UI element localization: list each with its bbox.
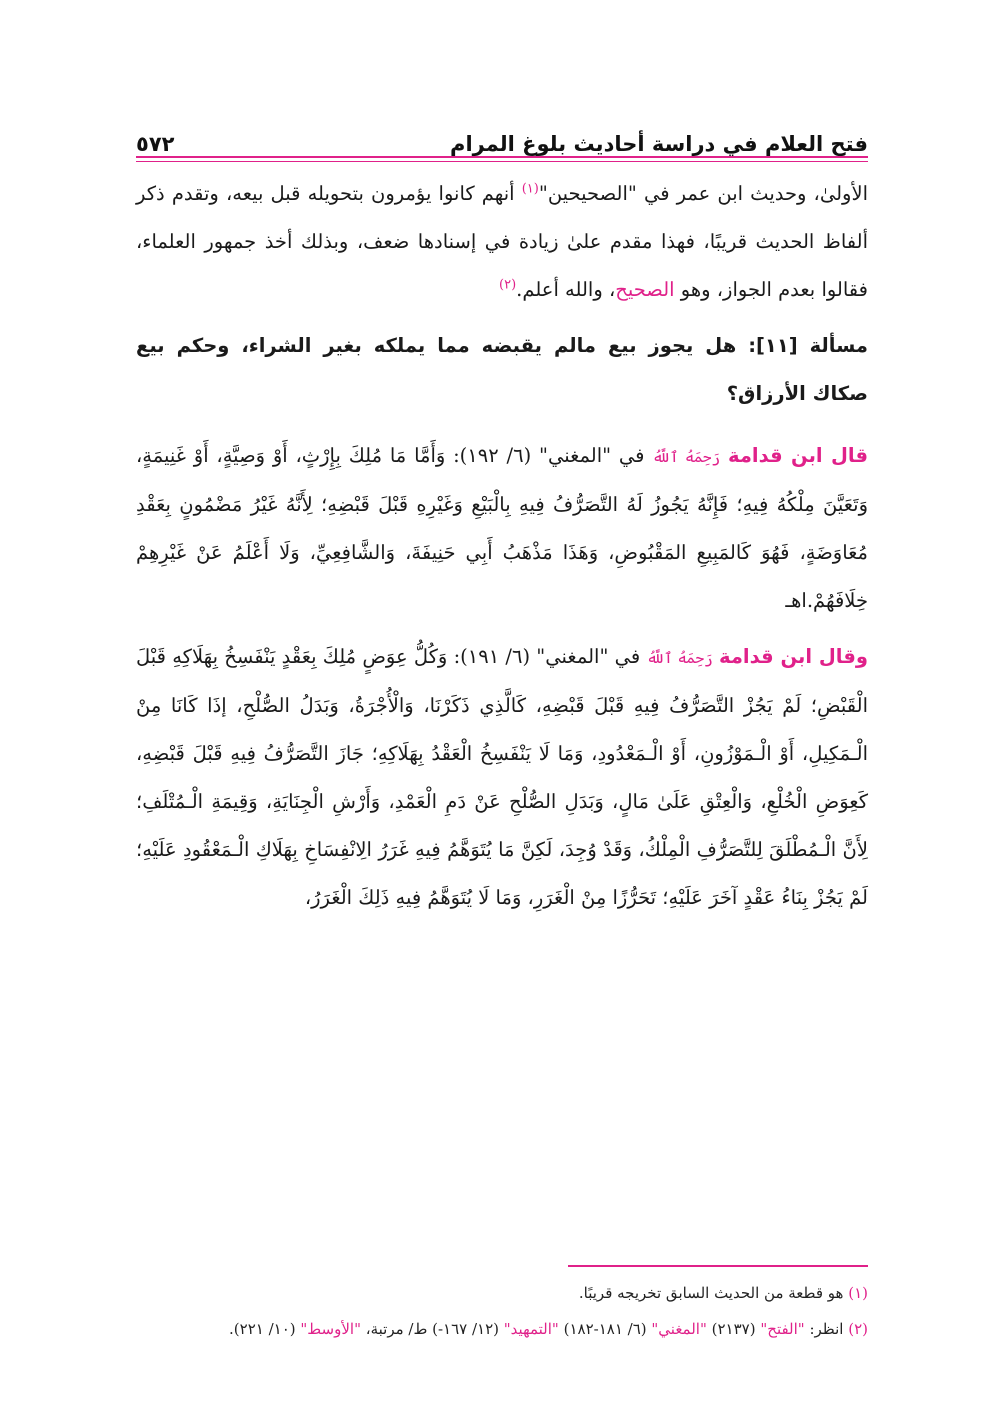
paragraph-text: الأولىٰ، وحديث ابن عمر في "الصحيحين" [538,182,868,205]
book-title: فتح العلام في دراسة أحاديث بلوغ المرام [450,132,868,156]
footnote-text: (١٠/ ٢٢١). [229,1320,301,1338]
footnote-divider [568,1265,868,1267]
footnote-marker-2[interactable]: (٢) [499,277,517,293]
footnote-number: (١) [848,1284,868,1302]
book-page [136,110,868,1338]
header-divider [136,156,868,162]
quote-speaker: قال ابن قدامة [728,444,868,467]
quote-text: في "المغني" (٦/ ١٩٢): وَأَمَّا مَا مُلِكَ بِإِرْثٍ، أَوْ وَصِيَّةٍ، أَوْ غَنِيمَةٍ، وَتَعَيَّنَ مِلْكُهُ فِيهِ؛ فَإِنَّهُ يَجُوزُ لَهُ التَّصَرُّفُ فِيهِ بِالْبَيْعِ وَغَيْرِهِ قَبْلَ قَبْضِهِ؛ لِأَنَّهُ غَيْرُ مَضْمُونٍ بِعَقْدِ مُعَاوَضَةٍ، فَهُوَ كَالمَبِيعِ المَقْبُوضِ، وَهَذَا مَذْهَبُ أَبِي حَنِيفَةَ، وَالشَّافِعِيِّ، وَلَا أَعْلَمُ عَنْ غَيْرِهِمْ خِلَافَهُمْ.اهـ [136,444,868,612]
reference-awsat: "الأوسط" [300,1320,361,1338]
footnote-text: هو قطعة من الحديث السابق تخريجه قريبًا. [578,1284,849,1302]
footnote-text: (٢١٣٧) [706,1320,761,1338]
page-header [136,122,868,156]
issue-heading [136,322,868,418]
quote-ibn-qudama-2 [136,633,868,922]
footnote-2 [136,1314,868,1344]
footnote-number: (٢) [848,1320,868,1338]
reference-mughni: "المغني" [651,1320,707,1338]
issue-question: هل يجوز بيع مالم يقبضه مما يملكه بغير الشراء، وحكم بيع صكاك الأرزاق؟ [136,334,868,405]
sahih-highlight: الصحيح [615,278,675,301]
reference-fath: "الفتح" [760,1320,805,1338]
honorific-glyph: رَحِمَهُ ٱللَّهُ [652,448,721,466]
footnote-text: انظر: [804,1320,849,1338]
footnotes [136,1278,868,1350]
footnote-text: (١٢/ ١٦٧-) ط/ مرتبة، [360,1320,504,1338]
paragraph-text: أنهم كانوا يؤمرون بتحويله قبل بيعه، وتقدم ذكر ألفاظ الحديث قريبًا، فهذا مقدم علىٰ زيادة في إسنادها ضعف، وبذلك أخذ جمهور العلماء، فقالوا بعدم الجواز، وهو [136,182,868,301]
page-number: ٥٧٢ [136,132,175,156]
reference-tamhid: "التمهيد" [503,1320,559,1338]
footnote-1 [136,1278,868,1308]
paragraph-conclusion [136,170,868,314]
quote-speaker: وقال ابن قدامة [719,645,868,668]
footnote-marker-1[interactable]: (١) [521,181,539,197]
quote-text: في "المغني" (٦/ ١٩١): وَكُلُّ عِوَضٍ مُلِكَ بِعَقْدٍ يَنْفَسِخُ بِهَلَاكِهِ قَبْلَ الْقَبْضِ؛ لَمْ يَجُزْ التَّصَرُّفُ فِيهِ قَبْلَ قَبْضِهِ، كَالَّذِي ذَكَرْنَا، وَالْأُجْرَةُ، وَبَدَلُ الصُّلْحِ، إذَا كَانَا مِنْ الْـمَكِيلِ، أَوْ الْـمَوْزُونِ، أَوْ الْـمَعْدُودِ، وَمَا لَا يَنْفَسِخُ الْعَقْدُ بِهَلَاكِهِ؛ جَازَ التَّصَرُّفُ فِيهِ قَبْلَ قَبْضِهِ، كَعِوَضِ الْخُلْعِ، وَالْعِتْقِ عَلَىٰ مَالٍ، وَبَدَلِ الصُّلْحِ عَنْ دَمِ الْعَمْدِ، وَأَرْشِ الْجِنَايَةِ، وَقِيمَةِ الْـمُتْلَفِ؛ لِأَنَّ الْـمُطْلَقَ لِلتَّصَرُّفِ الْمِلْكُ، وَقَدْ وُجِدَ، لَكِنَّ مَا يُتَوَهَّمُ فِيهِ غَرَرُ الِانْفِسَاخِ بِهَلَاكِ الْـمَعْقُودِ عَلَيْهِ؛ لَمْ يَجُزْ بِنَاءُ عَقْدٍ آخَرَ عَلَيْهِ؛ تَحَرُّزًا مِنْ الْغَرَرِ، وَمَا لَا يُتَوَهَّمُ فِيهِ ذَلِكَ الْغَرَرُ، [136,645,868,909]
footnote-text: (٦/ ١٨١-١٨٢) [558,1320,652,1338]
main-text [136,170,868,930]
paragraph-text: ، والله أعلم. [516,278,616,301]
honorific-glyph: رَحِمَهُ ٱللَّهُ [646,649,713,667]
issue-label: مسألة [١١]: [748,334,868,357]
quote-ibn-qudama-1 [136,432,868,625]
